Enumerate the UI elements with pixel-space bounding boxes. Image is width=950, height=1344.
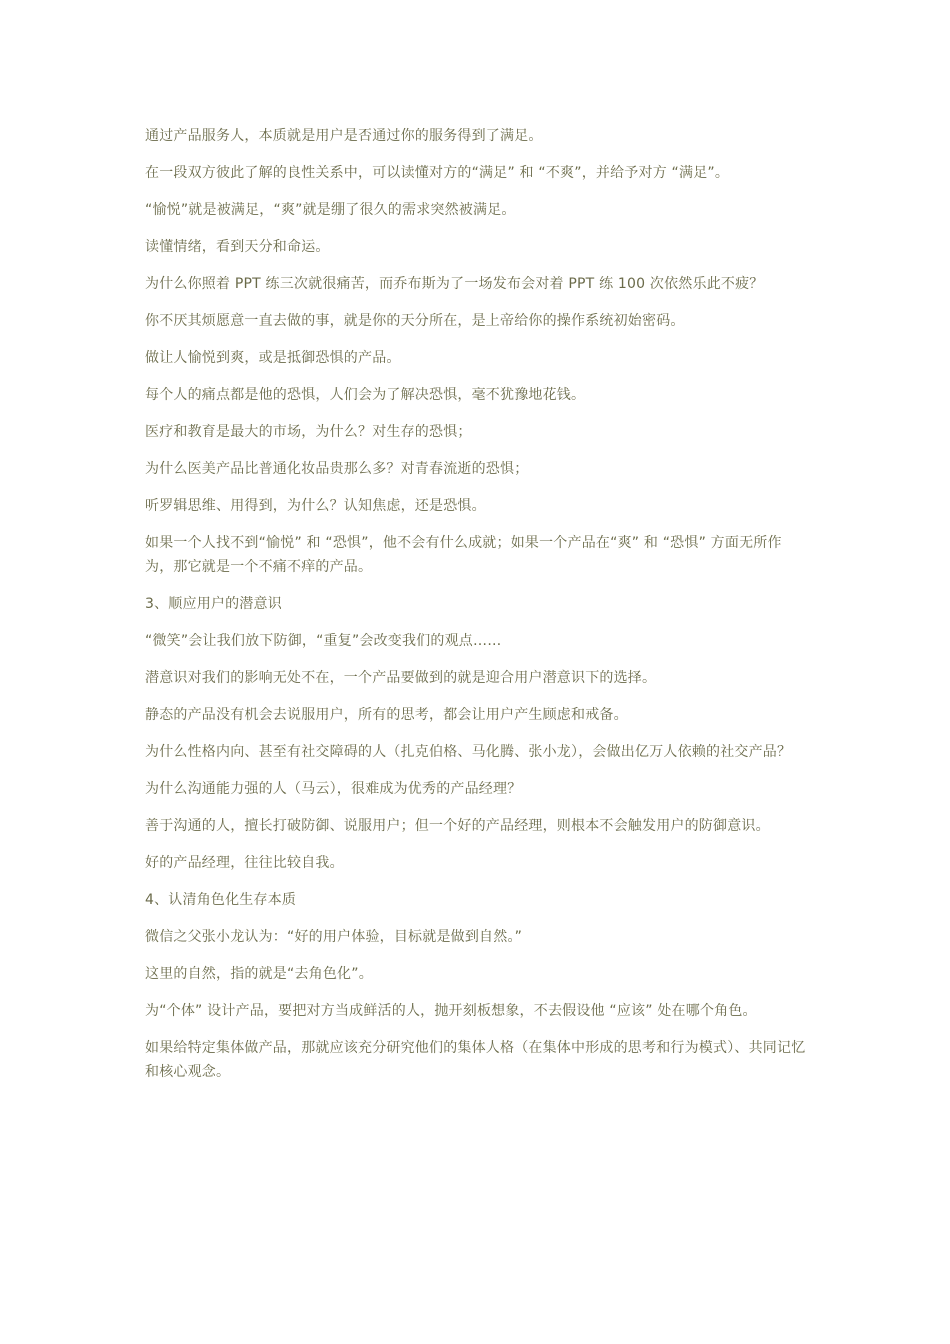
section-heading-3: 3、顺应用户的潜意识: [145, 596, 282, 612]
document-body: [145, 124, 810, 1097]
paragraph-24: 为“个体” 设计产品，要把对方当成鲜活的人，抛开刻板想象，不去假设他 “应该” 处在哪个角色。: [145, 1003, 757, 1019]
paragraph-25: 如果给特定集体做产品，那就应该充分研究他们的集体人格（在集体中形成的思考和行为模式）、共同记忆和核心观念。: [145, 1040, 806, 1080]
paragraph-12: 如果一个人找不到“愉悦” 和 “恐惧”，他不会有什么成就；如果一个产品在“爽” 和 “恐惧” 方面无所作为，那它就是一个不痛不痒的产品。: [145, 535, 782, 575]
paragraph-18: 为什么沟通能力强的人（马云），很难成为优秀的产品经理？: [145, 781, 522, 797]
paragraph-3: “愉悦”就是被满足，“爽”就是绷了很久的需求突然被满足。: [145, 202, 516, 218]
paragraph-22: 微信之父张小龙认为：“好的用户体验，目标就是做到自然。”: [145, 929, 523, 945]
paragraph-15: 潜意识对我们的影响无处不在，一个产品要做到的就是迎合用户潜意识下的选择。: [145, 670, 657, 686]
paragraph-7: 做让人愉悦到爽，或是抵御恐惧的产品。: [145, 350, 401, 366]
paragraph-6: 你不厌其烦愿意一直去做的事，就是你的天分所在，是上帝给你的操作系统初始密码。: [145, 313, 685, 329]
paragraph-16: 静态的产品没有机会去说服用户，所有的思考，都会让用户产生顾虑和戒备。: [145, 707, 628, 723]
paragraph-19: 善于沟通的人，擅长打破防御、说服用户；但一个好的产品经理，则根本不会触发用户的防御意识。: [145, 818, 770, 834]
paragraph-5: 为什么你照着 PPT 练三次就很痛苦，而乔布斯为了一场发布会对着 PPT 练 100 次依然乐此不疲？: [145, 276, 764, 292]
paragraph-2: 在一段双方彼此了解的良性关系中，可以读懂对方的“满足” 和 “不爽”，并给予对方 “满足”。: [145, 165, 730, 181]
section-heading-4: 4、认清角色化生存本质: [145, 892, 297, 908]
paragraph-4: 读懂情绪，看到天分和命运。: [145, 239, 330, 255]
paragraph-10: 为什么医美产品比普通化妆品贵那么多？对青春流逝的恐惧；: [145, 461, 529, 477]
paragraph-17: 为什么性格内向、甚至有社交障碍的人（扎克伯格、马化腾、张小龙），会做出亿万人依赖的社交产品？: [145, 744, 792, 760]
paragraph-11: 听罗辑思维、用得到，为什么？认知焦虑，还是恐惧。: [145, 498, 486, 514]
paragraph-23: 这里的自然，指的就是“去角色化”。: [145, 966, 373, 982]
paragraph-20: 好的产品经理，往往比较自我。: [145, 855, 344, 871]
paragraph-1: 通过产品服务人，本质就是用户是否通过你的服务得到了满足。: [145, 128, 543, 144]
paragraph-14: “微笑”会让我们放下防御，“重复”会改变我们的观点……: [145, 633, 502, 649]
paragraph-9: 医疗和教育是最大的市场，为什么？对生存的恐惧；: [145, 424, 472, 440]
paragraph-8: 每个人的痛点都是他的恐惧，人们会为了解决恐惧，毫不犹豫地花钱。: [145, 387, 586, 403]
